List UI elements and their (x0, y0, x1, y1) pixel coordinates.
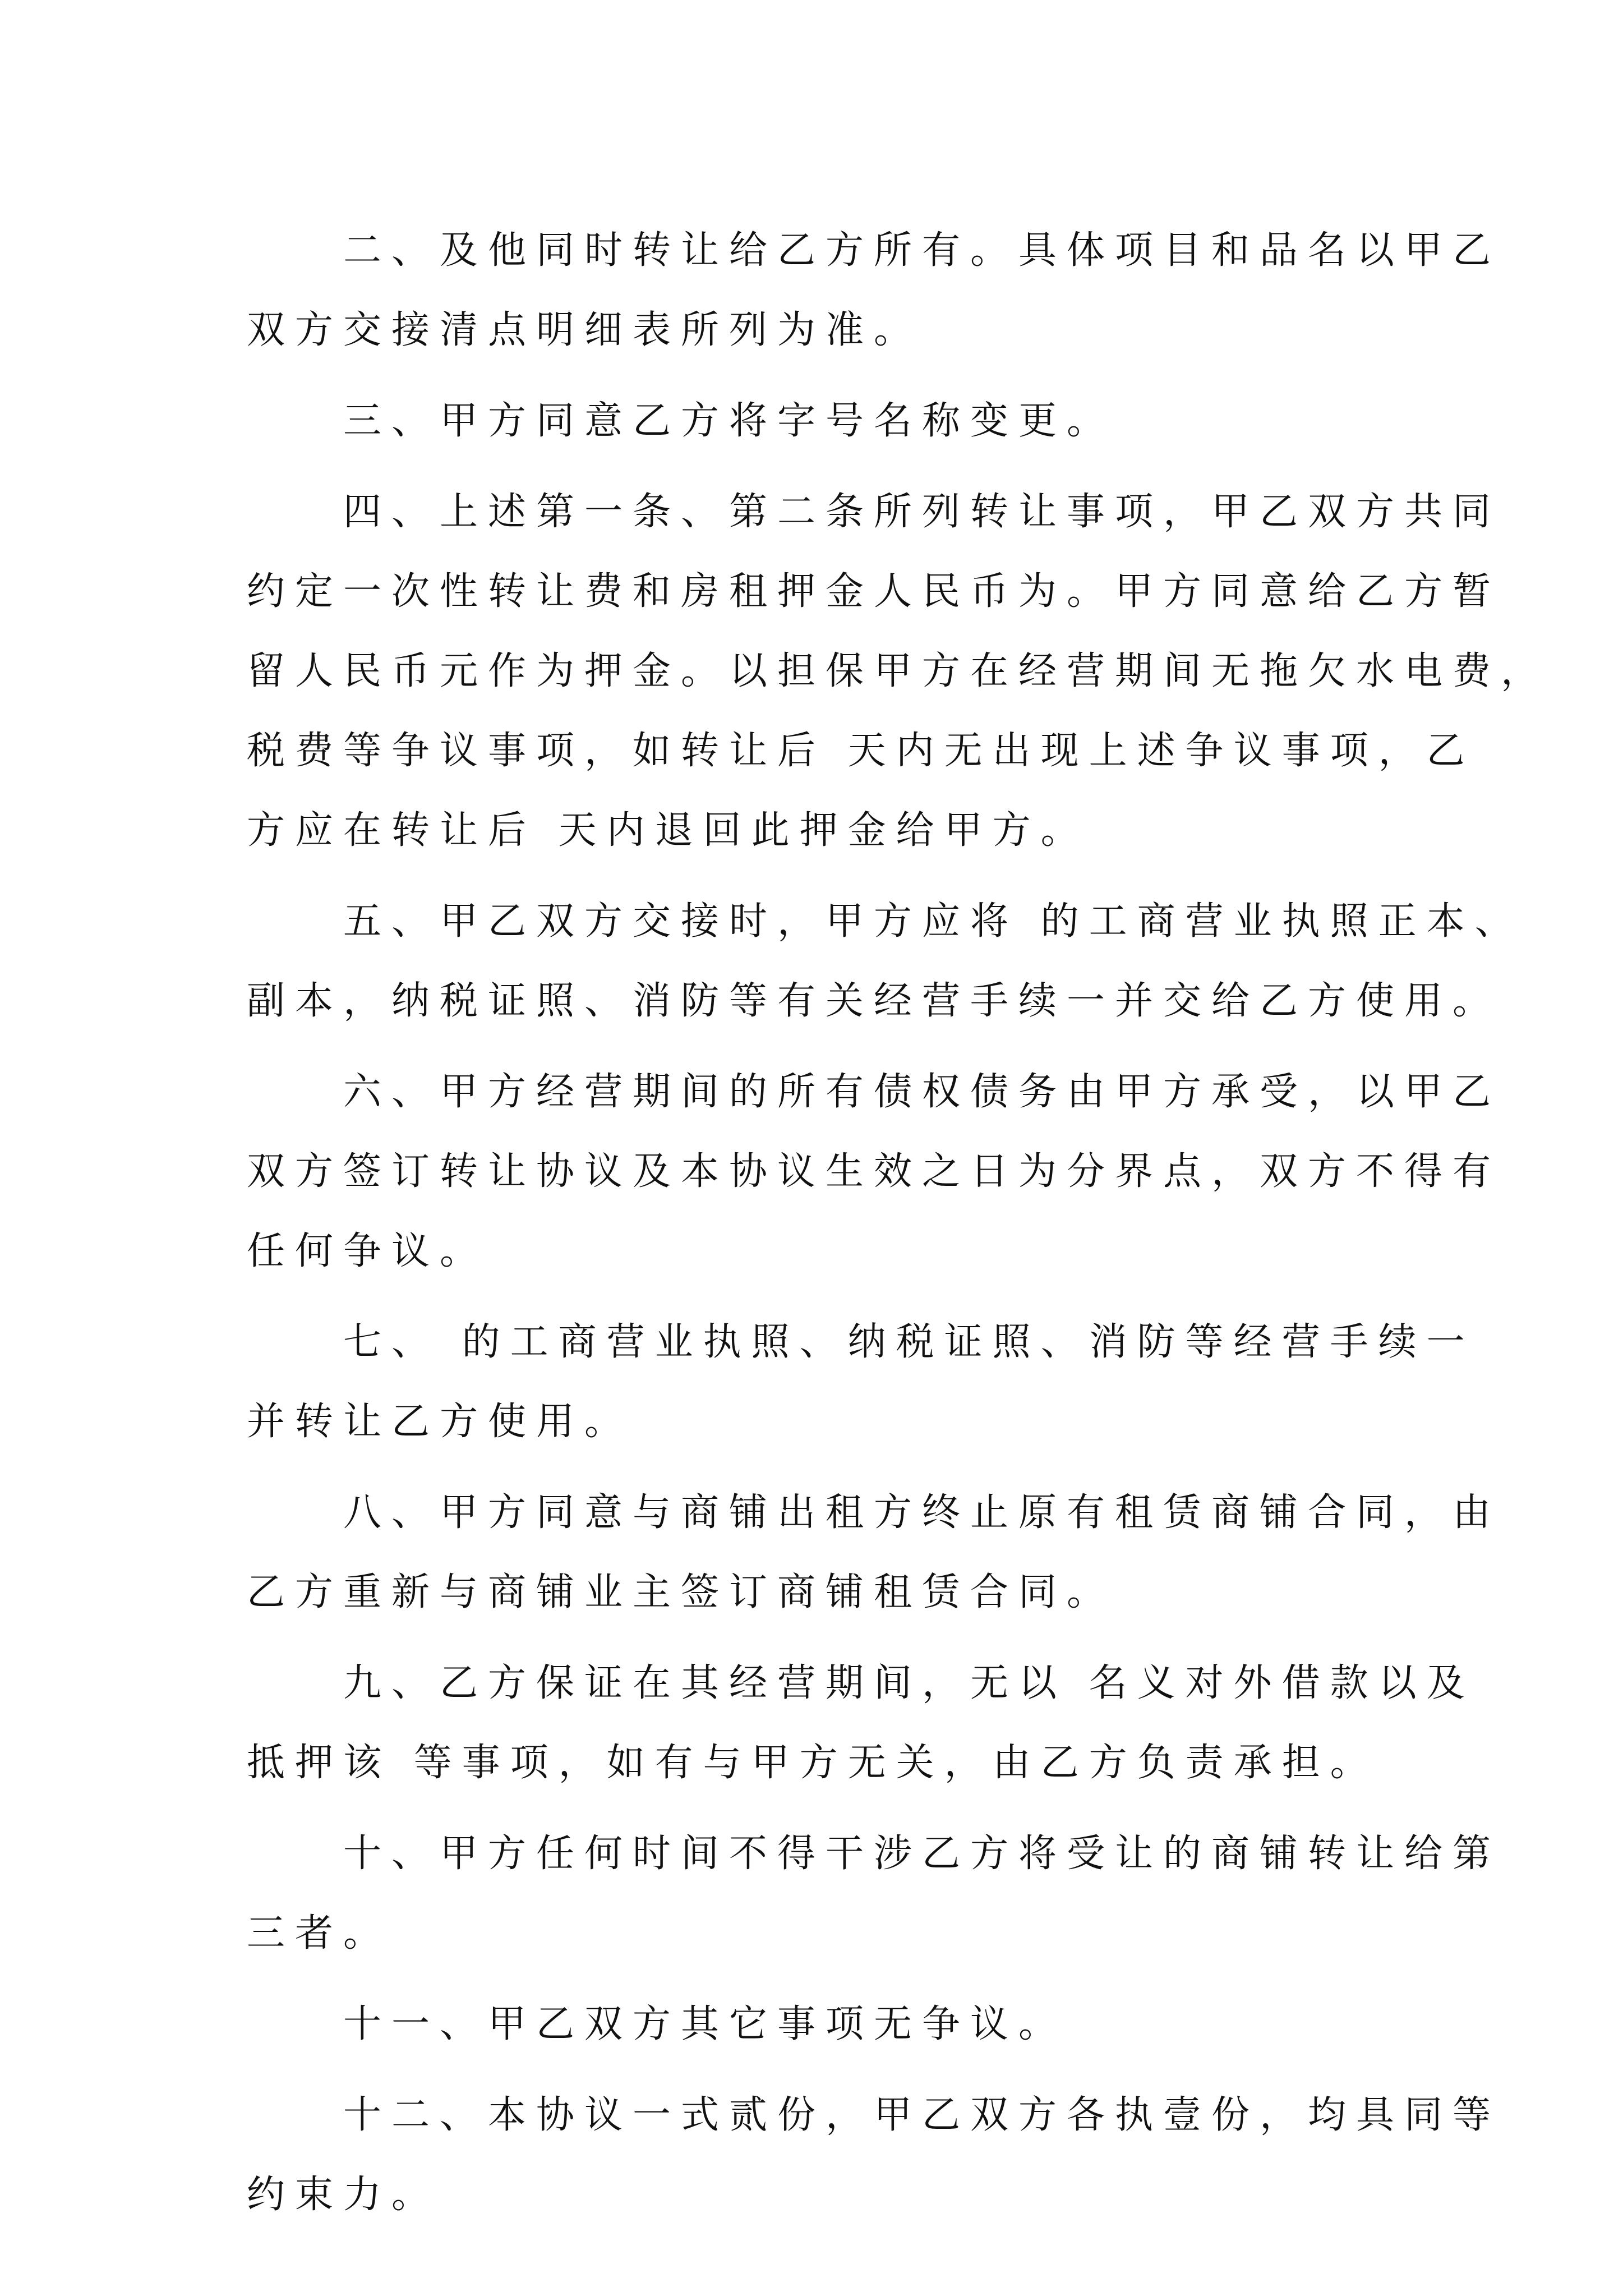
text-line: 双方交接清点明细表所列为准。 (247, 308, 923, 352)
clause-11 (247, 1985, 1380, 2064)
clause-2 (247, 211, 1501, 370)
text-line: 六、甲方经营期间的所有债权债务由甲方承受，以甲乙 (247, 1070, 1501, 1114)
clause-6 (247, 1052, 1501, 1291)
clause-10 (247, 1814, 1501, 1973)
text-line: 四、上述第一条、第二条所列转让事项，甲乙双方共同 (247, 490, 1501, 534)
text-line: 约束力。 (247, 2173, 440, 2217)
text-line: 并转让乙方使用。 (247, 1400, 633, 1444)
text-line: 副本，纳税证照、消防等有关经营手续一并交给乙方使用。 (247, 979, 1501, 1023)
text-line: 抵押该 等事项，如有与甲方无关，由乙方负责承担。 (247, 1741, 1378, 1785)
text-line: 七、 的工商营业执照、纳税证照、消防等经营手续一 (247, 1320, 1475, 1364)
text-line: 税费等争议事项，如转让后 天内无出现上述争议事项，乙 (247, 729, 1475, 773)
text-line: 约定一次性转让费和房租押金人民币为。甲方同意给乙方暂 (247, 569, 1501, 614)
text-line: 双方签订转让协议及本协议生效之日为分界点，双方不得有 (247, 1149, 1501, 1194)
text-line: 十二、本协议一式贰份，甲乙双方各执壹份，均具同等 (247, 2093, 1501, 2137)
text-line: 乙方重新与商铺业主签订商铺租赁合同。 (247, 1570, 1115, 1614)
clause-12 (247, 2076, 1501, 2235)
clause-5 (247, 882, 1523, 1041)
text-line: 五、甲乙双方交接时，甲方应将 的工商营业执照正本、 (247, 899, 1523, 944)
text-line: 十一、甲乙双方其它事项无争议。 (247, 2002, 1067, 2046)
clause-3 (247, 381, 1380, 461)
text-line: 九、乙方保证在其经营期间，无以 名义对外借款以及 (247, 1661, 1475, 1705)
text-line: 三者。 (247, 1911, 392, 1955)
clause-9 (247, 1644, 1475, 1803)
document-body (247, 211, 1550, 2235)
clause-4 (247, 472, 1550, 871)
text-line: 二、及他同时转让给乙方所有。具体项目和品名以甲乙 (247, 228, 1501, 273)
text-line: 任何争议。 (247, 1229, 488, 1273)
clause-7 (247, 1303, 1475, 1462)
text-line: 八、甲方同意与商铺出租方终止原有租赁商铺合同，由 (247, 1490, 1501, 1535)
text-line: 留人民币元作为押金。以担保甲方在经营期间无拖欠水电费， (247, 649, 1550, 693)
text-line: 十、甲方任何时间不得干涉乙方将受让的商铺转让给第 (247, 1832, 1501, 1876)
clause-8 (247, 1473, 1501, 1632)
text-line: 三、甲方同意乙方将字号名称变更。 (247, 399, 1115, 443)
text-line: 方应在转让后 天内退回此押金给甲方。 (247, 808, 1089, 853)
